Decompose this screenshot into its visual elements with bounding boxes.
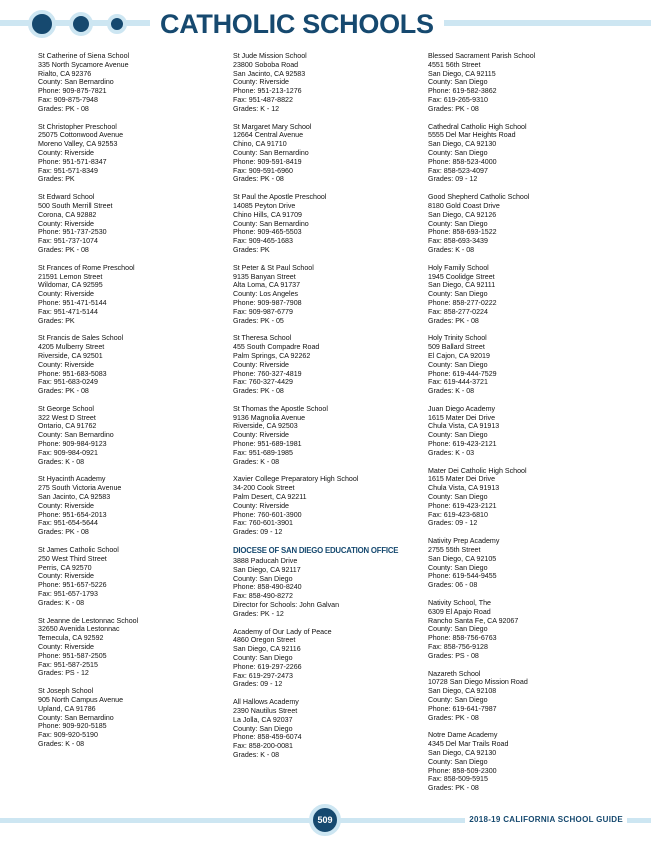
school-detail-line: Fax: 909-875-7948 [38, 95, 98, 104]
school-detail-line: Fax: 951-487-8822 [233, 95, 293, 104]
school-detail-line: Phone: 951-689-1981 [233, 440, 302, 449]
school-detail-line: Phone: 619-444-7529 [428, 369, 497, 378]
school-detail-line: County: San Bernardino [233, 148, 309, 157]
school-detail-line: 1615 Mater Dei Drive [428, 475, 496, 484]
school-name: St Peter & St Paul School [233, 263, 314, 272]
school-entry [428, 123, 618, 185]
school-name: St Theresa School [233, 334, 292, 343]
school-detail-line: Chula Vista, CA 91913 [428, 484, 500, 493]
school-detail-line: Fax: 951-571-8349 [38, 166, 98, 175]
school-detail-line: Fax: 619-265-9310 [428, 95, 488, 104]
school-detail-line: Moreno Valley, CA 92553 [38, 140, 118, 149]
school-entry [233, 193, 423, 255]
school-detail-line: County: Riverside [38, 148, 94, 157]
school-detail-line: Phone: 951-213-1276 [233, 87, 302, 96]
school-detail-line: Fax: 858-693-3439 [428, 237, 488, 246]
school-detail-line: Grades: K - 08 [38, 598, 85, 607]
school-detail-line: Phone: 909-984-9123 [38, 440, 107, 449]
school-detail-line: Grades: PK - 08 [38, 528, 89, 537]
school-detail-line: County: Riverside [38, 643, 94, 652]
directory-column-3 [428, 52, 618, 802]
school-detail-line: County: San Diego [233, 654, 293, 663]
school-detail-line: Fax: 909-987-6779 [233, 307, 293, 316]
school-detail-line: County: San Diego [428, 290, 488, 299]
school-detail-line: Fax: 909-984-0921 [38, 448, 98, 457]
school-detail-line: 1615 Mater Dei Drive [428, 413, 496, 422]
school-name: St Paul the Apostle Preschool [233, 193, 327, 202]
school-detail-line: County: Riverside [233, 431, 289, 440]
school-detail-line: Phone: 951-737-2530 [38, 228, 107, 237]
school-detail-line: Perris, CA 92570 [38, 563, 92, 572]
school-detail-line: Grades: K - 08 [38, 739, 85, 748]
school-detail-line: 500 South Merrill Street [38, 201, 113, 210]
school-detail-line: Phone: 619-641-7987 [428, 704, 497, 713]
school-name: St Catherine of Siena School [38, 52, 130, 60]
school-name: St Jude Mission School [233, 52, 307, 60]
school-detail-line: Fax: 951-471-5144 [38, 307, 98, 316]
header-dot-small [107, 14, 127, 34]
school-name: Cathedral Catholic High School [428, 122, 527, 131]
school-entry [428, 405, 618, 458]
school-detail-line: Phone: 858-459-6074 [233, 733, 302, 742]
school-detail-line: Fax: 619-297-2473 [233, 671, 293, 680]
school-detail-line: Grades: 09 - 12 [233, 528, 283, 537]
school-detail-line: County: San Diego [428, 431, 488, 440]
school-name: St Christopher Preschool [38, 122, 117, 131]
school-detail-line: 23800 Soboba Road [233, 60, 299, 69]
school-entry [428, 264, 618, 326]
school-detail-line: County: San Bernardino [233, 219, 309, 228]
school-detail-line: County: Riverside [38, 360, 94, 369]
school-detail-line: County: Riverside [233, 501, 289, 510]
school-detail-line: San Diego, CA 92117 [233, 565, 301, 574]
school-name: St James Catholic School [38, 546, 119, 555]
school-name: All Hallows Academy [233, 698, 299, 707]
school-detail-line: Chino Hills, CA 91709 [233, 210, 303, 219]
school-detail-line: Phone: 760-601-3900 [233, 510, 302, 519]
school-detail-line: San Diego, CA 92126 [428, 210, 497, 219]
school-name: St Thomas the Apostle School [233, 404, 328, 413]
school-entry [233, 698, 423, 760]
school-entry [428, 334, 618, 396]
school-detail-line: County: Riverside [38, 572, 94, 581]
school-detail-line: Phone: 858-277-0222 [428, 298, 497, 307]
school-detail-line: County: San Diego [428, 219, 488, 228]
school-detail-line: 8180 Gold Coast Drive [428, 201, 500, 210]
school-entry [38, 52, 228, 114]
school-detail-line: Phone: 951-657-5226 [38, 581, 107, 590]
school-detail-line: 455 South Compadre Road [233, 343, 320, 352]
school-entry [428, 537, 618, 590]
school-detail-line: Grades: K - 08 [233, 750, 280, 759]
school-entry [38, 123, 228, 185]
school-name: Notre Dame Academy [428, 731, 498, 740]
school-detail-line: County: San Diego [428, 493, 488, 502]
school-entry [38, 193, 228, 255]
school-detail-line: County: Los Angeles [233, 290, 299, 299]
school-detail-line: San Diego, CA 92105 [428, 554, 497, 563]
school-detail-line: Fax: 858-509-5915 [428, 775, 488, 784]
school-detail-line: Fax: 951-654-5644 [38, 519, 98, 528]
school-detail-line: Grades: K - 03 [428, 448, 475, 457]
school-detail-line: 10728 San Diego Mission Road [428, 678, 528, 687]
school-detail-line: County: San Bernardino [38, 713, 114, 722]
school-detail-line: Fax: 909-591-6960 [233, 166, 293, 175]
school-detail-line: County: San Diego [428, 563, 488, 572]
school-detail-line: Phone: 951-654-2013 [38, 510, 107, 519]
school-detail-line: Phone: 858-756-6763 [428, 634, 497, 643]
school-detail-line: 6309 El Apajo Road [428, 607, 491, 616]
diocese-office-entry [233, 546, 423, 619]
school-detail-line: Ontario, CA 91762 [38, 422, 97, 431]
school-entry [428, 670, 618, 723]
directory-column-2 [233, 52, 423, 769]
school-detail-line: Phone: 951-571-8347 [38, 157, 107, 166]
school-detail-line: County: San Diego [428, 78, 488, 87]
school-detail-line: Phone: 619-297-2266 [233, 662, 302, 671]
school-entry [233, 52, 423, 114]
school-name: Nativity Prep Academy [428, 537, 500, 546]
school-detail-line: County: San Bernardino [38, 431, 114, 440]
school-detail-line: Fax: 858-200-0081 [233, 742, 293, 751]
school-detail-line: San Jacinto, CA 92583 [38, 493, 111, 502]
school-entry [233, 475, 423, 537]
school-detail-line: Palm Desert, CA 92211 [233, 493, 307, 502]
school-detail-line: 34-200 Cook Street [233, 484, 295, 493]
school-entry [233, 628, 423, 690]
school-detail-line: Fax: 858-277-0224 [428, 307, 488, 316]
school-detail-line: Riverside, CA 92503 [233, 422, 298, 431]
school-name: Holy Family School [428, 263, 489, 272]
school-detail-line: Fax: 909-920-5190 [38, 731, 98, 740]
school-detail-line: Grades: PK - 05 [233, 316, 284, 325]
school-detail-line: County: San Diego [428, 625, 488, 634]
school-name: Good Shepherd Catholic School [428, 193, 530, 202]
school-detail-line: Wildomar, CA 92595 [38, 281, 103, 290]
school-detail-line: Grades: K - 08 [38, 457, 85, 466]
school-entry [428, 52, 618, 114]
school-detail-line: Corona, CA 92882 [38, 210, 97, 219]
school-detail-line: 1945 Coolidge Street [428, 272, 495, 281]
school-detail-line: Phone: 619-423-2121 [428, 501, 497, 510]
school-detail-line: 14085 Peyton Drive [233, 201, 296, 210]
school-detail-line: County: San Diego [428, 360, 488, 369]
school-name: St Hyacinth Academy [38, 475, 106, 484]
school-entry [38, 617, 228, 679]
school-entry [233, 264, 423, 326]
school-detail-line: 9135 Banyan Street [233, 272, 296, 281]
school-detail-line: Fax: 951-657-1793 [38, 590, 98, 599]
school-entry [38, 405, 228, 467]
school-name: Mater Dei Catholic High School [428, 466, 527, 475]
school-detail-line: 4205 Mulberry Street [38, 343, 105, 352]
school-detail-line: Fax: 760-601-3901 [233, 519, 293, 528]
school-detail-line: Fax: 858-756-9128 [428, 643, 488, 652]
school-name: Holy Trinity School [428, 334, 487, 343]
school-detail-line: Phone: 619-423-2121 [428, 440, 497, 449]
school-entry [428, 599, 618, 661]
school-detail-line: Fax: 951-689-1985 [233, 448, 293, 457]
school-name: Academy of Our Lady of Peace [233, 627, 332, 636]
school-detail-line: Phone: 909-875-7821 [38, 87, 107, 96]
school-detail-line: Phone: 909-591-8419 [233, 157, 302, 166]
section-heading: DIOCESE OF SAN DIEGO EDUCATION OFFICE [233, 546, 399, 556]
school-detail-line: Grades: PS - 12 [38, 669, 89, 678]
school-detail-line: Grades: 06 - 08 [428, 581, 478, 590]
school-detail-line: Grades: PK [233, 245, 270, 254]
school-detail-line: Grades: 09 - 12 [428, 175, 478, 184]
school-detail-line: 21591 Lemon Street [38, 272, 103, 281]
school-detail-line: Grades: 09 - 12 [233, 680, 283, 689]
school-detail-line: 12664 Central Avenue [233, 131, 304, 140]
school-detail-line: County: Riverside [233, 78, 289, 87]
school-detail-line: 32650 Avenida Lestonnac [38, 625, 120, 634]
school-entry [38, 334, 228, 396]
school-detail-line: Fax: 951-683-0249 [38, 378, 98, 387]
school-detail-line: County: San Diego [233, 574, 293, 583]
school-detail-line: 509 Ballard Street [428, 343, 485, 352]
school-detail-line: 9136 Magnolia Avenue [233, 413, 306, 422]
school-detail-line: Rialto, CA 92376 [38, 69, 92, 78]
school-detail-line: Grades: PK - 08 [38, 245, 89, 254]
school-detail-line: Phone: 858-523-4000 [428, 157, 497, 166]
school-detail-line: County: Riverside [38, 501, 94, 510]
school-detail-line: Phone: 760-327-4819 [233, 369, 302, 378]
school-detail-line: San Diego, CA 92108 [428, 687, 497, 696]
school-detail-line: San Diego, CA 92130 [428, 748, 497, 757]
school-name: St Frances of Rome Preschool [38, 263, 135, 272]
school-detail-line: Chino, CA 91710 [233, 140, 287, 149]
school-detail-line: Phone: 909-920-5185 [38, 722, 107, 731]
school-detail-line: San Diego, CA 92111 [428, 281, 496, 290]
school-detail-line: Grades: PK - 08 [233, 175, 284, 184]
school-detail-line: Fax: 858-490-8272 [233, 592, 293, 601]
school-detail-line: Palm Springs, CA 92262 [233, 351, 311, 360]
school-detail-line: Phone: 909-465-5503 [233, 228, 302, 237]
school-detail-line: La Jolla, CA 92037 [233, 715, 293, 724]
school-detail-line: Chula Vista, CA 91913 [428, 422, 500, 431]
school-detail-line: Phone: 619-544-9455 [428, 572, 497, 581]
school-detail-line: Phone: 619-582-3862 [428, 87, 497, 96]
school-detail-line: Grades: PK - 08 [428, 784, 479, 793]
school-detail-line: Fax: 951-737-1074 [38, 237, 98, 246]
school-detail-line: Temecula, CA 92592 [38, 634, 104, 643]
school-name: St George School [38, 404, 94, 413]
header-dot-medium [69, 12, 93, 36]
school-detail-line: Phone: 951-683-5083 [38, 369, 107, 378]
school-detail-line: Fax: 858-523-4097 [428, 166, 488, 175]
school-detail-line: San Jacinto, CA 92583 [233, 69, 306, 78]
school-entry [428, 193, 618, 255]
school-detail-line: Phone: 909-987-7908 [233, 298, 302, 307]
school-detail-line: Grades: PK - 08 [428, 104, 479, 113]
school-detail-line: Grades: K - 08 [428, 387, 475, 396]
school-entry [233, 334, 423, 396]
school-detail-line: Grades: PK [38, 316, 75, 325]
school-detail-line: Grades: K - 12 [233, 104, 280, 113]
school-detail-line: Grades: PS - 08 [428, 651, 479, 660]
school-detail-line: Phone: 858-490-8240 [233, 583, 302, 592]
school-name: St Joseph School [38, 687, 94, 696]
school-detail-line: Alta Loma, CA 91737 [233, 281, 301, 290]
school-detail-line: Grades: PK - 08 [428, 713, 479, 722]
guide-title: 2018-19 CALIFORNIA SCHOOL GUIDE [465, 813, 627, 827]
school-entry [38, 475, 228, 537]
school-detail-line: County: San Diego [428, 148, 488, 157]
school-detail-line: Fax: 909-465-1683 [233, 237, 293, 246]
school-detail-line: Grades: PK - 08 [428, 316, 479, 325]
school-detail-line: Grades: K - 08 [233, 457, 280, 466]
school-detail-line: 4345 Del Mar Trails Road [428, 740, 509, 749]
school-detail-line: 4860 Oregon Street [233, 636, 296, 645]
school-detail-line: 2755 55th Street [428, 546, 481, 555]
school-detail-line: Phone: 951-587-2505 [38, 651, 107, 660]
school-detail-line: Grades: 09 - 12 [428, 519, 478, 528]
school-detail-line: 335 North Sycamore Avenue [38, 60, 129, 69]
school-detail-line: Grades: PK - 08 [38, 104, 89, 113]
page-title: CATHOLIC SCHOOLS [150, 8, 444, 40]
school-detail-line: 3888 Paducah Drive [233, 557, 298, 566]
school-detail-line: San Diego, CA 92130 [428, 140, 497, 149]
school-detail-line: Grades: PK - 12 [233, 609, 284, 618]
school-detail-line: Phone: 951-471-5144 [38, 298, 107, 307]
school-detail-line: Grades: PK - 08 [233, 387, 284, 396]
school-detail-line: El Cajon, CA 92019 [428, 351, 490, 360]
school-name: St Francis de Sales School [38, 334, 124, 343]
school-detail-line: Grades: PK [38, 175, 75, 184]
school-detail-line: Fax: 760-327-4429 [233, 378, 293, 387]
school-detail-line: 4551 56th Street [428, 60, 481, 69]
school-entry [428, 731, 618, 793]
school-name: St Edward School [38, 193, 95, 202]
school-name: Xavier College Preparatory High School [233, 475, 359, 484]
school-detail-line: 25075 Cottonwood Avenue [38, 131, 124, 140]
school-name: Juan Diego Academy [428, 404, 496, 413]
header-dot-large [28, 10, 56, 38]
school-detail-line: Director for Schools: John Galvan [233, 601, 340, 610]
school-entry [233, 123, 423, 185]
school-detail-line: San Diego, CA 92115 [428, 69, 496, 78]
school-entry [38, 546, 228, 608]
school-detail-line: San Diego, CA 92116 [233, 645, 301, 654]
school-name: Nativity School, The [428, 599, 491, 608]
school-entry [428, 467, 618, 529]
school-detail-line: County: San Diego [428, 757, 488, 766]
school-detail-line: Phone: 858-693-1522 [428, 228, 497, 237]
school-detail-line: 2390 Nautilus Street [233, 707, 298, 715]
directory-column-1 [38, 52, 228, 758]
school-name: Blessed Sacrament Parish School [428, 52, 536, 60]
school-name: St Jeanne de Lestonnac School [38, 616, 139, 625]
school-detail-line: Fax: 619-423-6810 [428, 510, 488, 519]
school-detail-line: Grades: PK - 08 [38, 387, 89, 396]
school-detail-line: County: Riverside [38, 219, 94, 228]
school-detail-line: County: Riverside [233, 360, 289, 369]
school-detail-line: 322 West D Street [38, 413, 96, 422]
school-detail-line: Riverside, CA 92501 [38, 351, 103, 360]
school-entry [233, 405, 423, 467]
school-detail-line: Rancho Santa Fe, CA 92067 [428, 616, 519, 625]
school-entry [38, 264, 228, 326]
school-detail-line: Phone: 858-509-2300 [428, 766, 497, 775]
school-detail-line: County: Riverside [38, 290, 94, 299]
school-detail-line: 905 North Campus Avenue [38, 696, 124, 704]
school-detail-line: County: San Diego [428, 696, 488, 704]
school-name: Nazareth School [428, 669, 481, 678]
school-detail-line: 275 South Victoria Avenue [38, 484, 122, 493]
school-detail-line: County: San Diego [233, 724, 293, 733]
school-detail-line: 250 West Third Street [38, 554, 107, 563]
school-name: St Margaret Mary School [233, 122, 312, 131]
school-entry [38, 687, 228, 749]
page-number: 509 [309, 804, 341, 836]
school-detail-line: Fax: 619-444-3721 [428, 378, 488, 387]
school-detail-line: Grades: K - 08 [428, 245, 475, 254]
school-detail-line: Fax: 951-587-2515 [38, 660, 98, 669]
school-detail-line: 5555 Del Mar Heights Road [428, 131, 516, 140]
school-detail-line: County: San Bernardino [38, 78, 114, 87]
school-detail-line: Upland, CA 91786 [38, 704, 96, 713]
